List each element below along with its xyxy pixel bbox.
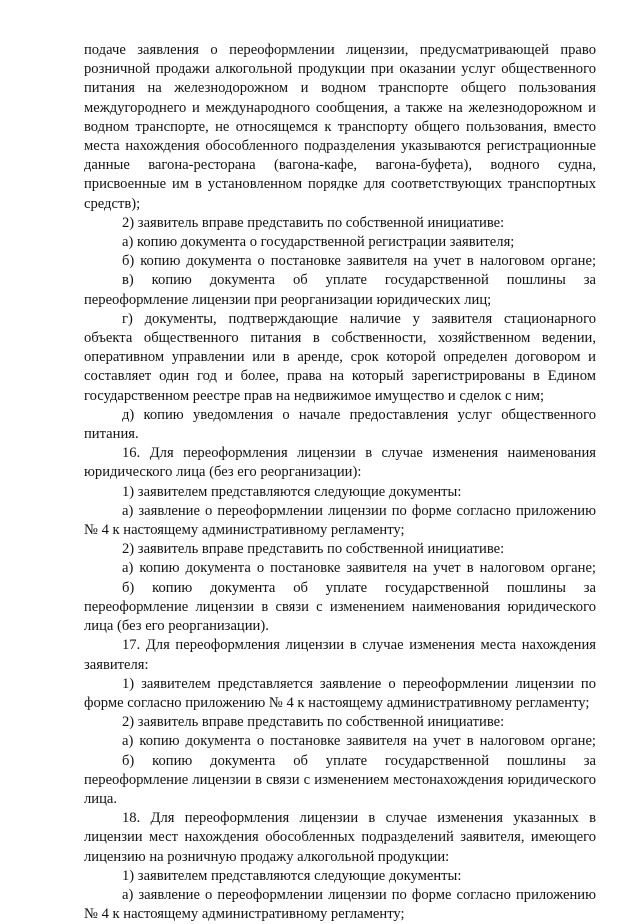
paragraph: 1) заявителем представляется заявление о переоформлении лицензии по форме согласно приложению № 4 к настоящему административному регламенту;: [84, 675, 596, 711]
paragraph: 1) заявителем представляются следующие документы:: [122, 867, 462, 884]
paragraph: д) копию уведомления о начале предоставления услуг общественного питания.: [84, 406, 596, 443]
paragraph: в) копию документа об уплате государственной пошлины за переоформление лицензии при реорганизации юридических лиц;: [84, 272, 596, 308]
paragraph: а) заявление о переоформлении лицензии по форме согласно приложению № 4 к настоящему административному регламенту;: [84, 502, 596, 539]
paragraph: б) копию документа об уплате государственной пошлины за переоформление лицензии в связи с изменением местонахождения юридического лица.: [84, 752, 596, 807]
paragraph: 18. Для переоформления лицензии в случае изменения указанных в лицензии мест нахождения обособленных подразделений заявителя, имеющего лицензию на розничную продажу алкогольной продукции:: [84, 810, 596, 865]
paragraph: 17. Для переоформления лицензии в случае изменения места нахождения заявителя:: [84, 637, 596, 673]
paragraph: г) документы, подтверждающие наличие у заявителя стационарного объекта общественного питания в собственности, хозяйственном ведении, оперативном управлении или в аренде, срок которой определен договором и составляет один год и более, права на который зарегистрированы в Едином государственном реестре прав на недвижимое имущество и сделок с ним;: [84, 310, 596, 404]
paragraph: а) копию документа о постановке заявителя на учет в налоговом органе;: [122, 733, 596, 750]
paragraph: б) копию документа о постановке заявителя на учет в налоговом органе;: [122, 253, 596, 270]
paragraph: 2) заявитель вправе представить по собственной инициативе:: [122, 541, 505, 558]
paragraph: 2) заявитель вправе представить по собственной инициативе:: [122, 214, 505, 231]
paragraph: 1) заявителем представляются следующие документы:: [122, 483, 462, 500]
paragraph: а) копию документа о постановке заявителя на учет в налоговом органе;: [122, 560, 596, 577]
paragraph: подаче заявления о переоформлении лицензии, предусматривающей право розничной продажи алкогольной продукции при оказании услуг общественного питания на железнодорожном и водном транспорте общего пользования междугороднего и международного сообщения, а также на железнодорожном и водном транспорте, не относящемся к транспорту общего пользования, вместо места нахождения обособленного подразделения указываются регистрационные данные вагона-ресторана (вагона-кафе, вагона-буфета), водного судна, присвоенные им в установленном порядке для соответствующих транспортных средств);: [84, 42, 596, 212]
document-body: [84, 41, 596, 924]
paragraph: а) заявление о переоформлении лицензии по форме согласно приложению № 4 к настоящему административному регламенту;: [84, 886, 596, 923]
paragraph: 16. Для переоформления лицензии в случае изменения наименования юридического лица (без его реорганизации):: [84, 445, 596, 481]
paragraph: б) копию документа об уплате государственной пошлины за переоформление лицензии в связи с изменением наименования юридического лица (без его реорганизации).: [84, 579, 596, 635]
paragraph: 2) заявитель вправе представить по собственной инициативе:: [122, 714, 505, 731]
paragraph: а) копию документа о государственной регистрации заявителя;: [122, 234, 515, 251]
